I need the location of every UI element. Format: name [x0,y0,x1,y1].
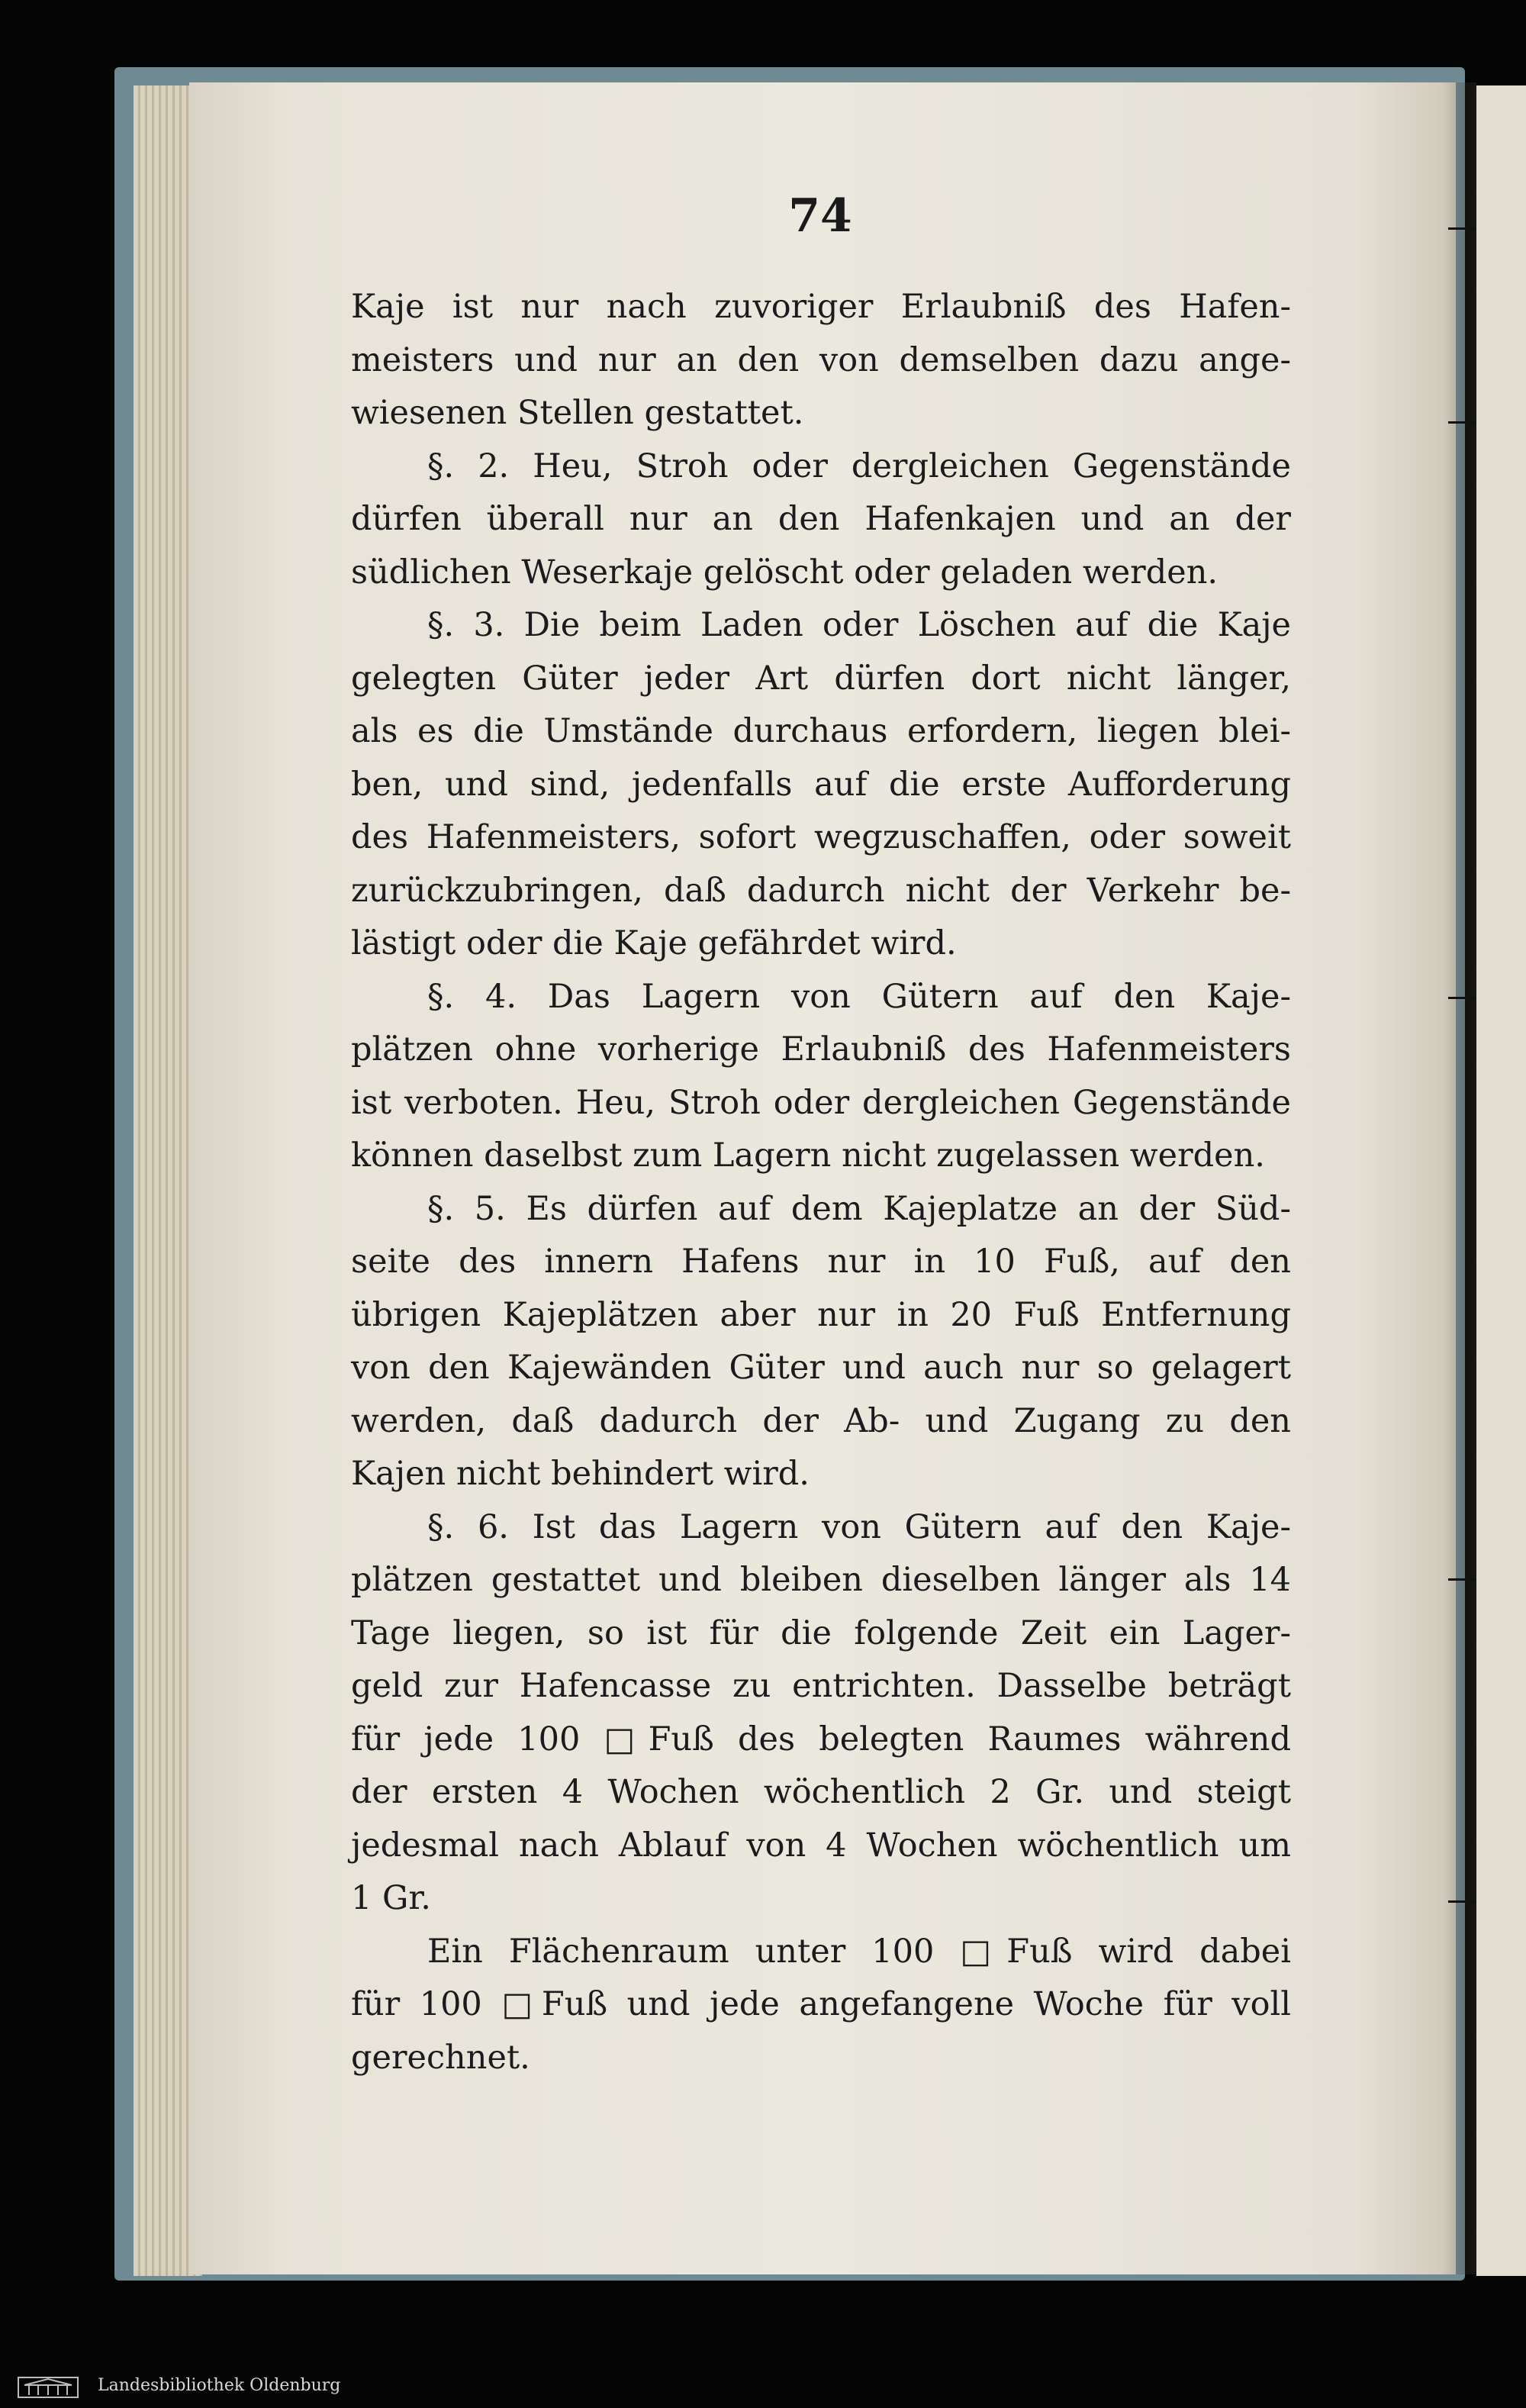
text-line: übrigen Kajeplätzen aber nur in 20 Fuß Entfernung [351,1295,1291,1334]
text-line: plätzen ohne vorherige Erlaubniß des Hafenmeisters [351,1030,1291,1069]
text-line: meisters und nur an den von demselben dazu ange- [351,340,1291,379]
text-line: können daselbst zum Lagern nicht zugelassen werden. [351,1136,1265,1175]
text-line: Ein Flächenraum unter 100 □Fuß wird dabei [427,1932,1291,1971]
text-line: §. 4. Das Lagern von Gütern auf den Kaje- [427,977,1291,1016]
page-number: 74 [788,189,852,243]
text-line: geld zur Hafencasse zu entrichten. Dasselbe beträgt [351,1667,1291,1705]
facing-page-mark [1448,421,1476,424]
text-line: seite des innern Hafens nur in 10 Fuß, auf den [351,1243,1291,1281]
text-line: dürfen überall nur an den Hafenkajen und an der [351,500,1291,538]
text-line: als es die Umstände durchaus erfordern, liegen blei- [351,712,1291,750]
text-line: südlichen Weserkaje gelöscht oder geladen werden. [351,553,1219,592]
text-line: der ersten 4 Wochen wöchentlich 2 Gr. und steigt [351,1773,1291,1811]
text-line: gerechnet. [351,2038,530,2077]
text-line: plätzen gestattet und bleiben dieselben länger als 14 [351,1561,1291,1599]
text-line: werden, daß dadurch der Ab- und Zugang zu den [351,1401,1291,1440]
facing-page-edge [1476,85,1526,2276]
facing-page-mark [1448,997,1476,999]
text-line: §. 2. Heu, Stroh oder dergleichen Gegenstände [427,446,1291,485]
text-line: lästigt oder die Kaje gefährdet wird. [351,924,957,962]
text-line: 1 Gr. [351,1879,431,1917]
library-name: Landesbibliothek Oldenburg [98,2376,341,2395]
text-line: §. 5. Es dürfen auf dem Kajeplatze an der Süd- [427,1189,1291,1228]
text-line: Kajen nicht behindert wird. [351,1455,810,1493]
text-line: gelegten Güter jeder Art dürfen dort nicht länger, [351,659,1291,698]
text-line: wiesenen Stellen gestattet. [351,394,804,432]
text-line: des Hafenmeisters, sofort wegzuschaffen, oder soweit [351,818,1291,856]
text-line: für jede 100 □Fuß des belegten Raumes während [351,1720,1291,1758]
body-text [351,281,1291,2084]
text-line: ist verboten. Heu, Stroh oder dergleichen Gegenstände [351,1083,1291,1122]
text-line: ben, und sind, jedenfalls auf die erste Aufforderung [351,765,1291,804]
text-line: jedesmal nach Ablauf von 4 Wochen wöchentlich um [351,1826,1291,1865]
gutter-shadow [1442,82,1476,2274]
text-line: §. 3. Die beim Laden oder Löschen auf die Kaje [427,606,1291,644]
library-building-icon [17,2374,79,2399]
facing-page-mark [1448,1900,1476,1903]
text-line: §. 6. Ist das Lagern von Gütern auf den Kaje- [427,1507,1291,1546]
text-line: für 100 □Fuß und jede angefangene Woche für voll [351,1985,1291,2023]
text-line: zurückzubringen, daß dadurch nicht der Verkehr be- [351,871,1291,910]
text-line: Tage liegen, so ist für die folgende Zeit ein Lager- [351,1613,1291,1652]
facing-page-mark [1448,1578,1476,1581]
text-line: Kaje ist nur nach zuvoriger Erlaubniß des Hafen- [351,288,1291,326]
text-line: von den Kajewänden Güter und auch nur so gelagert [351,1349,1291,1387]
